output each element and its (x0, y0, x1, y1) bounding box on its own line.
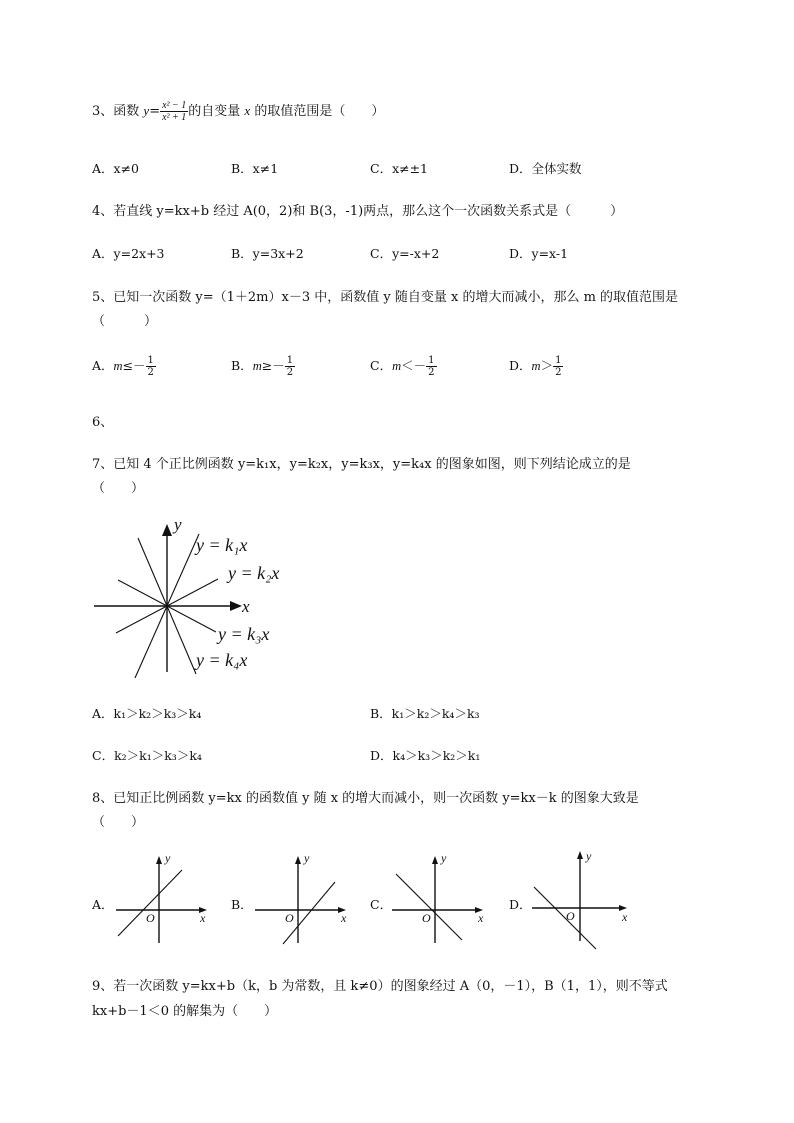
q5-c-var: m (392, 359, 402, 373)
q8-c-y-arrow (432, 856, 438, 864)
q8-a-y-arrow (156, 856, 162, 864)
q8-d-x-label: x (622, 910, 628, 924)
q8-graph-a-svg (114, 848, 214, 948)
q7-y-label: y (174, 515, 182, 534)
q8-d-y-arrow (577, 851, 583, 859)
q8-a-origin: O (146, 911, 155, 925)
q8-graph-b (253, 848, 353, 948)
q8-option-d-label: D． (509, 897, 532, 912)
q4-option-a: A．y=2x+3 (92, 246, 165, 261)
q4-option-b: B．y=3x+2 (231, 246, 304, 261)
q3-option-a: A．x≠0 (92, 161, 140, 176)
q8-a-x-label: x (200, 911, 206, 925)
question-9-line1: 9、若一次函数 y=kx+b（k，b 为常数，且 k≠0）的图象经过 A（0，－1），B（1，1），则不等式 (92, 979, 668, 994)
question-8-line2: （ ） (92, 815, 145, 830)
q5-option-c (370, 355, 437, 378)
question-5-line1: 5、已知一次函数 y=（1＋2m）x－3 中，函数值 y 随自变量 x 的增大而减小，那么 m 的取值范围是 (92, 290, 679, 305)
q5-a-letter: A． (92, 358, 114, 373)
q4-option-c: C．y=-x+2 (370, 246, 440, 261)
q8-a-y-label: y (165, 851, 171, 865)
q8-b-x-label: x (341, 911, 347, 925)
q5-b-den: 2 (286, 367, 294, 378)
q3-y: y (143, 103, 150, 118)
q7-option-b: B．k₁＞k₂＞k₄＞k₃ (370, 706, 480, 721)
q3-option-b: B．x≠1 (231, 161, 279, 176)
q5-d-var: m (531, 359, 541, 373)
q8-b-y-label: y (304, 851, 310, 865)
q5-a-frac (146, 355, 156, 378)
q7-option-a: A．k₁＞k₂＞k₃＞k₄ (92, 706, 202, 721)
q5-c-letter: C． (370, 358, 393, 373)
question-4: 4、若直线 y=kx+b 经过 A(0，2)和 B(3，-1)两点，那么这个一次函数关系式是（ ） (92, 204, 624, 219)
q5-b-var: m (252, 359, 262, 373)
q8-b-origin: O (285, 911, 294, 925)
q5-c-frac (426, 355, 436, 378)
q8-c-x-label: x (478, 911, 484, 925)
q5-option-d (509, 355, 563, 378)
question-8-line1: 8、已知正比例函数 y=kx 的函数值 y 随 x 的增大而减小，则一次函数 y=kx－k 的图象大致是 (92, 791, 639, 806)
q8-graph-c-svg (390, 848, 490, 948)
q8-graph-d-svg (530, 843, 635, 943)
q8-option-a-label: A． (92, 897, 114, 912)
q5-a-var: m (113, 359, 123, 373)
q8-c-y-label: y (441, 851, 447, 865)
q3-frac-denominator: x² + 1 (162, 112, 187, 123)
q3-suffix2: 的取值范围是（ ） (250, 104, 385, 119)
q7-option-c: C．k₂＞k₁＞k₃＞k₄ (92, 748, 202, 763)
q7-figure-svg (90, 512, 310, 682)
q7-label-k2: y = k₂x (228, 563, 280, 583)
q5-option-b (231, 355, 295, 378)
q5-a-den: 2 (147, 367, 154, 378)
q8-option-b-label: B． (231, 897, 253, 912)
q5-d-num: 1 (555, 355, 562, 366)
q5-b-frac (285, 355, 295, 378)
question-9-line2: kx+b－1＜0 的解集为（ ） (92, 1004, 278, 1019)
q7-x-label: x (242, 597, 250, 616)
q7-label-k4: y = k₄x (196, 650, 248, 670)
q8-graph-d (530, 843, 635, 943)
q3-eq: = (149, 104, 161, 119)
q8-b-y-arrow (295, 856, 301, 864)
q7-y-arrow (162, 524, 172, 536)
q3-fraction (160, 100, 188, 123)
q8-d-line (534, 887, 596, 949)
q7-option-d: D．k₄＞k₃＞k₂＞k₁ (370, 748, 481, 763)
q5-a-num: 1 (147, 355, 154, 366)
q5-a-rel: ≤－ (122, 358, 146, 373)
q8-a-line (118, 870, 182, 936)
q5-c-den: 2 (428, 367, 435, 378)
q3-prefix: 3、函数 (92, 104, 144, 119)
q7-figure (90, 512, 310, 682)
q3-frac-numerator: x² − 1 (162, 100, 187, 111)
q5-d-rel: ＞ (540, 358, 554, 373)
q8-option-c-label: C． (370, 897, 393, 912)
q8-graph-a (114, 848, 214, 948)
question-3 (92, 100, 384, 123)
q7-x-arrow (230, 601, 242, 611)
q5-d-den: 2 (555, 367, 562, 378)
q5-b-rel: ≥－ (261, 358, 285, 373)
q4-option-d: D．y=x-1 (509, 246, 569, 261)
question-7-line2: （ ） (92, 481, 145, 496)
q5-option-a (92, 355, 156, 378)
q8-d-y-label: y (586, 849, 592, 863)
q3-option-d: D．全体实数 (509, 161, 582, 176)
q3-option-c: C．x≠±1 (370, 161, 429, 176)
q8-d-origin: O (566, 909, 575, 923)
q5-b-num: 1 (286, 355, 294, 366)
q5-c-rel: ＜－ (401, 358, 427, 373)
q5-d-frac (553, 355, 563, 378)
q8-graph-b-svg (253, 848, 353, 948)
q5-d-letter: D． (509, 358, 532, 373)
q8-c-line (396, 874, 462, 940)
q3-x: x (244, 103, 251, 118)
q3-suffix: 的自变量 (188, 104, 245, 119)
q5-c-num: 1 (428, 355, 435, 366)
question-5-line2: （ ） (92, 314, 158, 329)
question-7-line1: 7、已知 4 个正比例函数 y=k₁x，y=k₂x，y=k₃x，y=k₄x 的图象如图，则下列结论成立的是 (92, 457, 631, 472)
q7-label-k1: y = k₁x (196, 535, 248, 555)
q5-b-letter: B． (231, 358, 253, 373)
question-6: 6、 (92, 415, 114, 430)
q7-label-k3: y = k₃x (218, 624, 270, 644)
q8-c-origin: O (422, 911, 431, 925)
q8-graph-c (390, 848, 490, 948)
